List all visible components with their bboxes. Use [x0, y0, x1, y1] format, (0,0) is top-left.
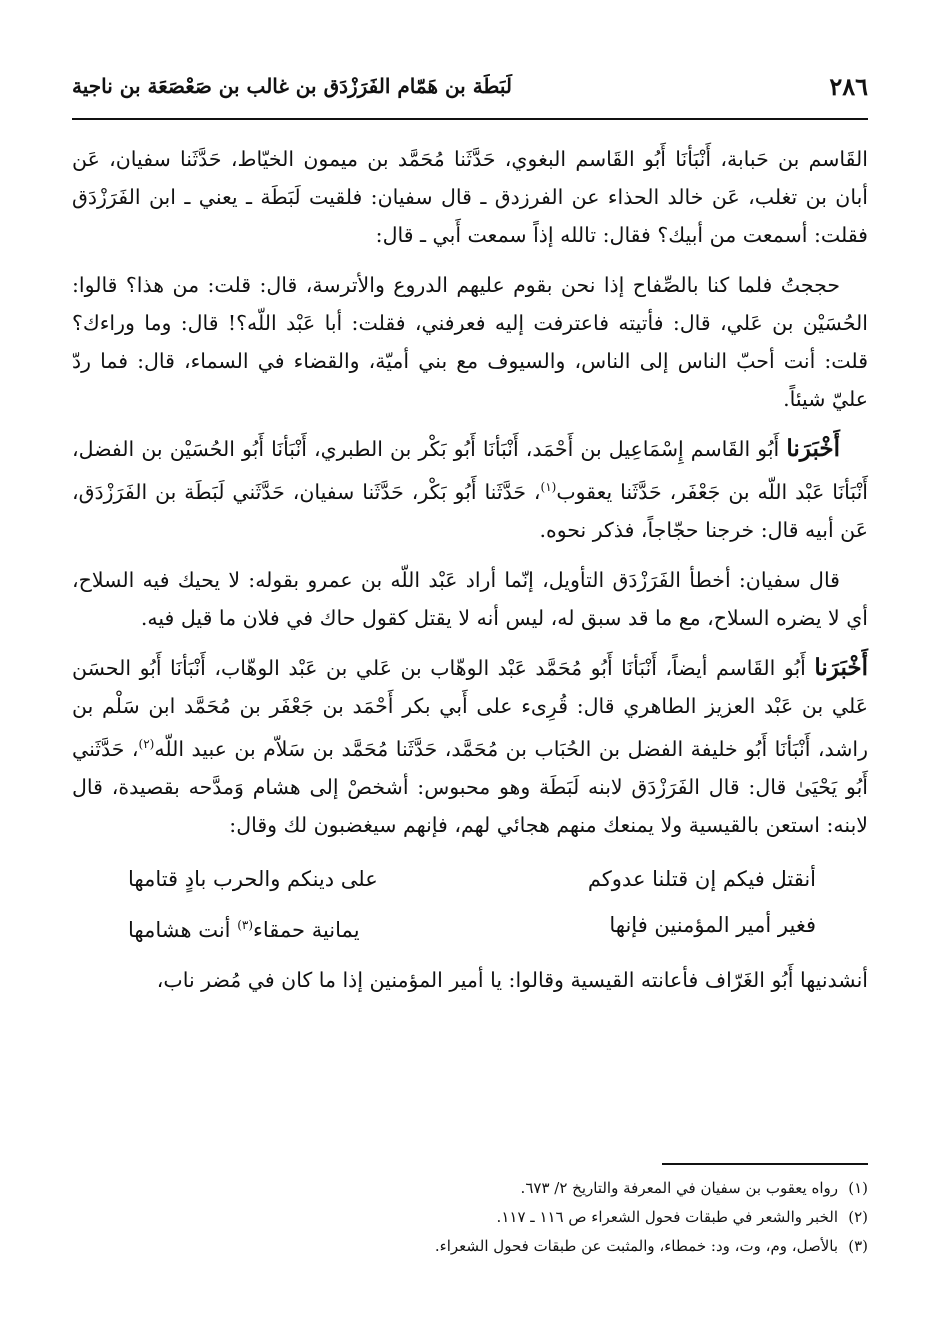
main-text: [72, 140, 868, 1011]
poem: [72, 856, 868, 953]
footnote-rule: [662, 1163, 868, 1165]
header-rule: [72, 118, 868, 120]
footnote-ref: (٢): [138, 736, 155, 751]
paragraph: أَخْبَرَنا أَبُو القَاسم إِسْمَاعِيل بن أَحْمَد، أَنْبَأنَا أَبُو بَكْر بن الطبري، أَنْبَأنَا أَبُو الحُسَيْن بن الفضل، أَنْبَأنَا عَبْد اللّه بن جَعْفَر، حَدَّثَنا يعقوب$^{(١)}$، حَدَّثَنا أَبُو بَكْر، حَدَّثَنا سفيان، حَدَّثَني لَبَطَة بن الفَرَزْدَق، عَن أبيه قال: خرجنا حجّاجاً، فذكر نحوه.: [72, 435, 868, 542]
hemistich-first: فغير أمير المؤمنين فإنها: [609, 912, 816, 937]
footnote-ref: (١): [540, 480, 557, 494]
footnote: (٢) الخبر والشعر في طبقات فحول الشعراء ص ١١٦ ـ ١١٧.: [496, 1208, 868, 1226]
paragraph: أَخْبَرَنا أَبُو القَاسم أيضاً، أَنْبَأنَا أَبُو مُحَمَّد عَبْد الوهّاب بن عَلي بن عَبْد الوهّاب، أَنْبَأنَا أَبُو الحسَن عَلي بن عَبْد العزيز الطاهري قال: قُرِىء على أَبي بكر أَحْمَد بن جَعْفَر بن مُحَمَّد ابن سَلْم بن راشد، أَنْبَأنَا أَبُو خليفة الفضل بن الحُبَاب بن مُحَمَّد، حَدَّثَنا مُحَمَّد بن سَلاّم بن عبيد اللّه$^{(٢)}$، حَدَّثَني أَبُو يَحْيَىٰ قال: قال الفَرَزْدَق لابنه لَبَطَة وهو محبوس: أشخصْ إلى هشام وَمدَّحه بقصيدة، قال لابنه: استعن بالقيسية ولا يمنعك منهم هجائي لهم، فإنهم سيغضبون لك وقال:: [72, 653, 868, 837]
verse-line: [72, 902, 868, 953]
running-title: لَبَطَة بن هَمّام الفَرَزْدَق بن غالب بن صَعْصَعَة بن ناجية: [72, 74, 512, 98]
page-header: [72, 70, 868, 110]
paragraph: قال سفيان: أخطأ الفَرَزْدَق التأويل، إنّما أراد عَبْد اللّه بن عمرو بقوله: لا يحيك فيه السلاح، أي لا يضره السلاح، مع ما قد سبق له، ليس أنه لا يقتل كقول حاك في فلان ما قيل فيه.: [72, 567, 868, 630]
paragraph: أنشدنيها أَبُو الغَرّاف فأعانته القيسية وقالوا: يا أمير المؤمنين إذا ما كان في مُضر ناب،: [156, 967, 868, 992]
page-number: ٢٨٦: [829, 72, 868, 101]
hemistich-first: أنقتل فيكم إن قتلنا عدوكم: [587, 866, 816, 891]
footnotes: [72, 1174, 868, 1261]
footnote: (١) رواه يعقوب بن سفيان في المعرفة والتاريخ ٢/ ٦٧٣.: [520, 1179, 868, 1197]
paragraph: القَاسم بن حَبابة، أَنْبَأنَا أَبُو القَاسم البغوي، حَدَّثَنا مُحَمَّد بن ميمون الخيّاط، حَدَّثَنا سفيان، عَن أبان بن تغلب، عَن خالد الحذاء عن الفرزدق ـ قال سفيان: فلقيت لَبَطَة ـ يعني ـ ابن الفَرَزْدَق فقلت: أسمعت من أبيك؟ فقال: تالله إذاً سمعت أَبي ـ قال:: [72, 147, 868, 247]
lead-word: أَخْبَرَنا: [786, 435, 840, 462]
paragraph: حججتُ فلما كنا بالصِّفاح إذا نحن بقوم عليهم الدروع والأترسة، قال: قلت: من هذا؟ قالوا: الحُسَيْن بن عَلي، قال: فأتيته فاعترفت إليه فعرفني، فقلت: أبا عَبْد اللّه؟! قال: وما وراءك؟ قلت: أنت أحبّ الناس إلى الناس، والسيوف مع بني أميّة، والقضاء في السماء، قال: فما ردّ عليّ شيئاً.: [72, 273, 868, 411]
hemistich-second: على دينكم والحرب بادٍ قتامها: [128, 866, 378, 891]
lead-word: أَخْبَرَنا: [814, 653, 868, 681]
verse-line: [72, 856, 868, 902]
footnote-ref: (٣): [237, 917, 254, 932]
hemistich-second: يمانية حمقاء$^{(٣)}$ أنت هشامها: [128, 917, 360, 942]
footnote: (٣) بالأصل، وم، وت، ود: خمطاء، والمثبت عن طبقات فحول الشعراء.: [434, 1237, 868, 1255]
